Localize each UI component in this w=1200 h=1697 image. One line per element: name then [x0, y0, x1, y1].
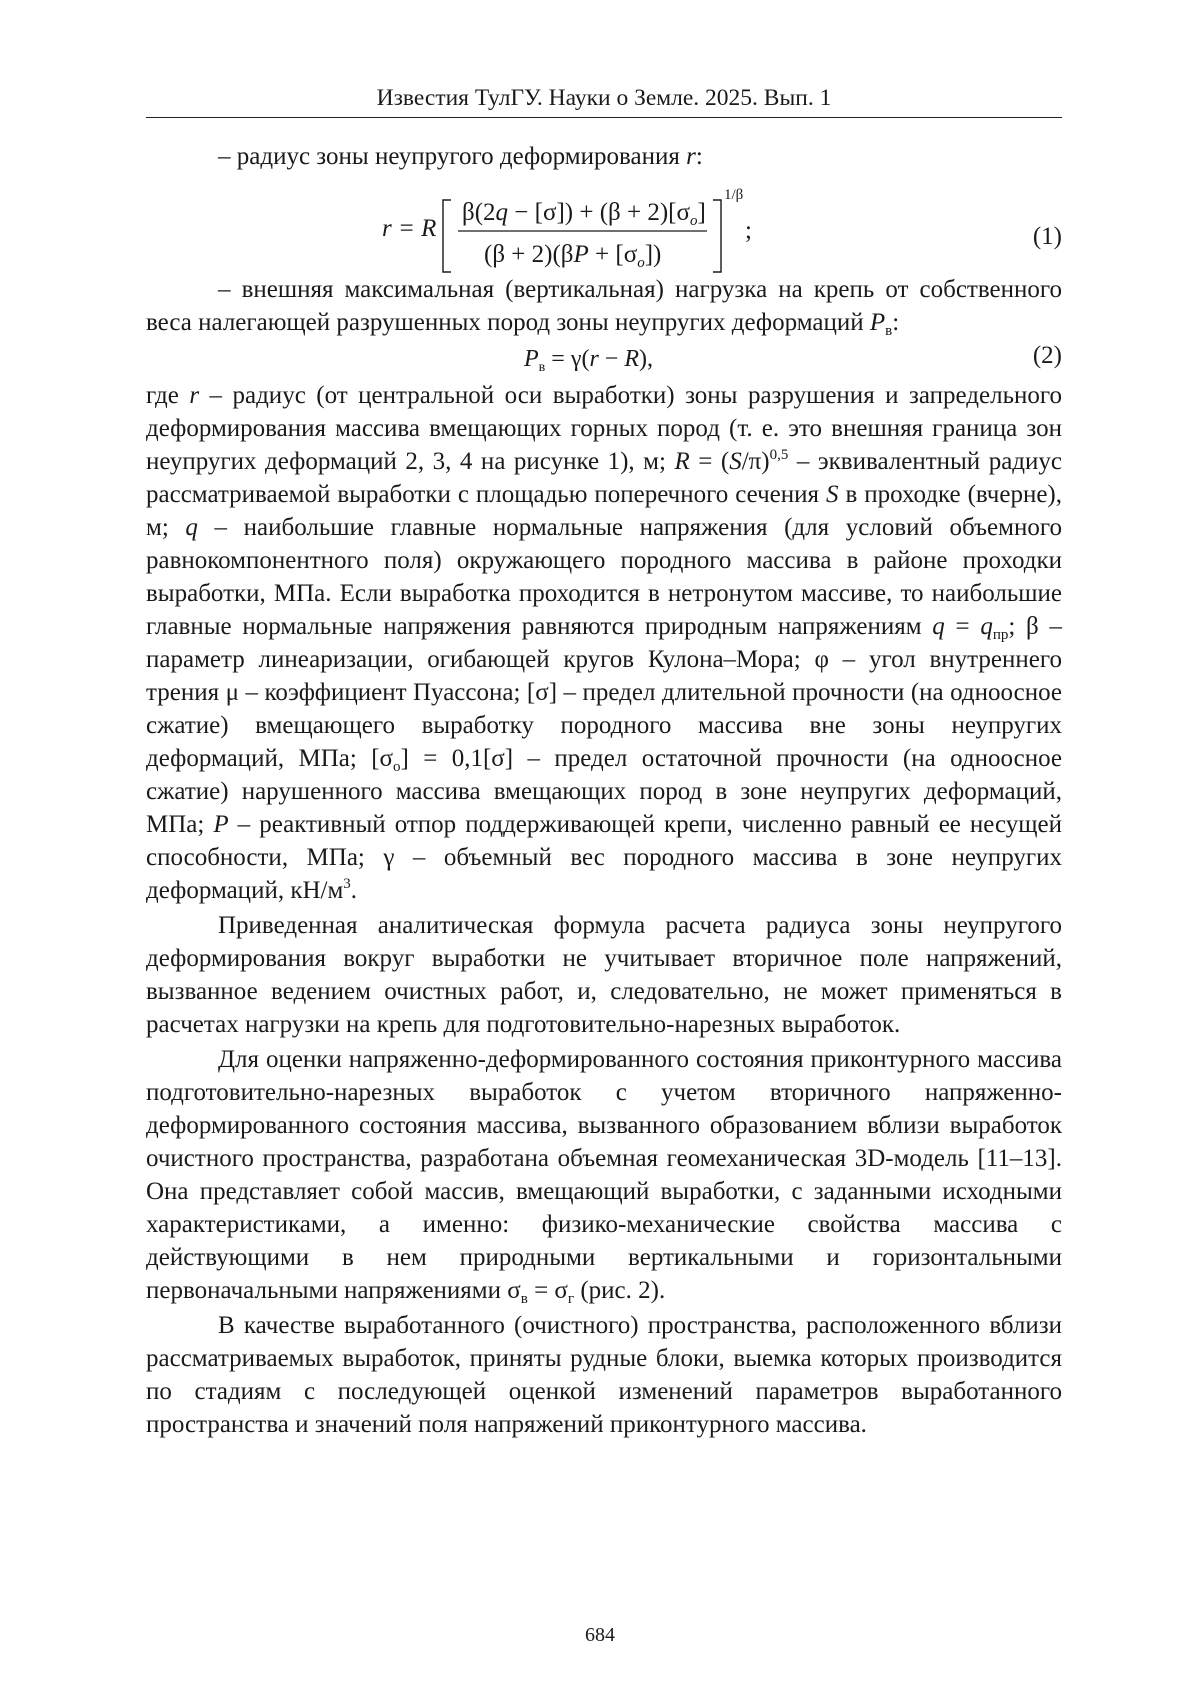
formula-1-left-bracket: [443, 200, 451, 272]
page-number: 684: [585, 1624, 615, 1646]
paragraph-3d-model: Для оценки напряженно-деформированного состояния приконтурного массива подготовительно-нарезных выработок с учетом вторичного напряженно-деформированного состояния массива, вызванного образованием вблизи выработок очистного пространства, разработана объемная геомеханическая 3D-модель [11–13]. Она представляет собой массив, вмещающий выработки, с заданными исходными характеристиками, а именно: физико-механические свойства массива с действующими в нем природными вертикальными и горизонтальными первоначальными напряжениями $\sigma_в = \sigma_г$ (рис. 2).: [146, 1046, 1062, 1307]
formula-1: [146, 173, 1062, 273]
paragraph-analytic-formula: Приведенная аналитическая формула расчета радиуса зоны неупругого деформирования вокруг выработки не учитывает вторичное поле напряжений, вызванное ведением очистных работ, и, следовательно, не может применяться в расчетах нагрузки на крепь для подготовительно-нарезных выработок.: [146, 912, 1062, 1038]
formula-2-expression: $P_в = \gamma(r - R)$,: [524, 346, 653, 375]
formula-2: [146, 339, 1062, 379]
formula-1-exponent: 1/β: [724, 187, 744, 203]
header-rule: [146, 117, 1062, 118]
formula-1-number: (1): [1032, 223, 1062, 250]
formula-1-numerator: $\beta(2q - [\sigma]) + (\beta + 2)[\sigma_o]$: [462, 199, 706, 229]
formula-1-right-bracket: [713, 200, 721, 272]
paragraph-mined-space: В качестве выработанного (очистного) пространства, расположенного вблизи рассматриваемых выработок, приняты рудные блоки, выемка которых производится по стадиям с последующей оценкой изменений параметров выработанного пространства и значений поля напряжений приконтурного массива.: [146, 1312, 1062, 1438]
load-intro: – внешняя максимальная (вертикальная) нагрузка на крепь от собственного веса налегающей разрушенных пород зоны неупругих деформаций $P_в$:: [146, 276, 1062, 339]
where-clause: где r – радиус (от центральной оси выработки) зоны разрушения и запредельного деформирования массива вмещающих горных пород (т. е. это внешняя граница зон неупругих деформаций 2, 3, 4 на рисунке 1), м; $R = (S/\pi)^{0,5}$ – эквивалентный радиус рассматриваемой выработки с площадью поперечного сечения S в проходке (вчерне), м; q – наибольшие главные нормальные напряжения (для условий объемного равнокомпонентного поля) окружающего породного массива в районе проходки выработки, МПа. Если выработка проходится в нетронутом массиве, то наибольшие главные нормальные напряжения равняются природным напряжениям $q = q_{пр}$; β – параметр линеаризации, огибающей кругов Кулона–Мора; φ – угол внутреннего трения μ – коэффициент Пуассона; [σ] – предел длительной прочности (на одноосное сжатие) вмещающего выработку породного массива вне зоны неупругих деформаций, МПа; $[\sigma_о] = 0,1[\sigma]$ – предел остаточной прочности (на одноосное сжатие) нарушенного массива вмещающих пород в зоне неупругих деформаций, МПа; P – реактивный отпор поддерживающей крепи, численно равный ее несущей способности, МПа; γ – объемный вес породного массива в зоне неупругих деформаций, $кН/м^3$.: [146, 382, 1063, 904]
running-header: Известия ТулГУ. Науки о Земле. 2025. Вып. 1: [376, 85, 832, 111]
formula-2-graphic: [146, 339, 1062, 379]
page-body: [146, 140, 1062, 1441]
formula-1-denominator: $(\beta + 2)(\beta P + [\sigma_o])$: [484, 241, 662, 271]
formula-1-graphic: [146, 173, 1062, 273]
formula-1-terminator: ;: [745, 217, 752, 244]
formula-1-lhs: r = R: [382, 215, 437, 242]
radius-intro: – радиус зоны неупругого деформирования r:: [218, 143, 703, 170]
formula-2-number: (2): [1032, 342, 1062, 369]
